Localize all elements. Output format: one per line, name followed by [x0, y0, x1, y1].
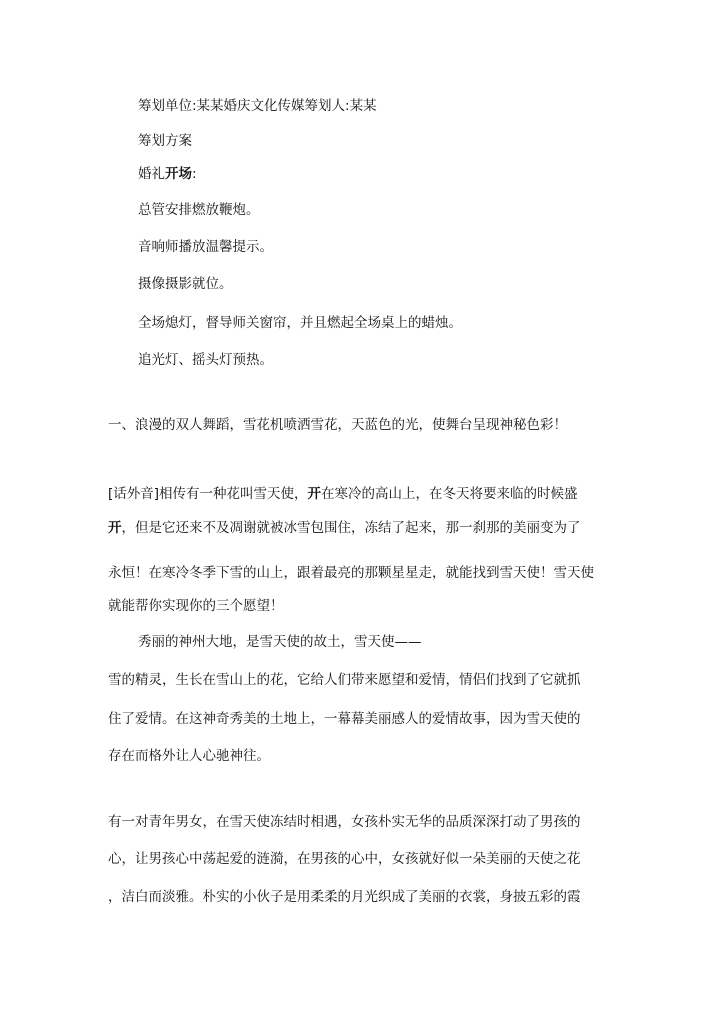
opening-suffix: :	[192, 166, 197, 182]
voiceover-bold: 开	[108, 520, 122, 536]
step-item: 全场熄灯，督导师关窗帘，并且燃起全场桌上的蜡烛。	[138, 315, 462, 331]
step-item: 摄像摄影就位。	[138, 276, 233, 292]
couple-line: ，洁白而淡雅。朴实的小伙子是用柔柔的月光织成了美丽的衣裳，身披五彩的霞	[108, 889, 581, 905]
homeland-line: 秀丽的神州大地，是雪天使的故土，雪天使——	[138, 634, 422, 650]
opening-heading	[138, 164, 197, 184]
voiceover-line: 永恒！在寒冷冬季下雪的山上，跟着最亮的那颗星星走，就能找到雪天使！雪天使	[108, 565, 594, 581]
opening-bold: 开场	[165, 166, 192, 182]
planner-line: 筹划单位:某某婚庆文化传媒筹划人:某某	[138, 98, 377, 114]
couple-line: 有一对青年男女，在雪天使冻结时相遇，女孩朴实无华的品质深深打动了男孩的	[108, 814, 581, 830]
section-one-heading: 一、浪漫的双人舞蹈，雪花机喷洒雪花，天蓝色的光，使舞台呈现神秘色彩！	[108, 417, 567, 433]
voiceover-bold: 开	[307, 486, 322, 502]
homeland-line: 住了爱情。在这神奇秀美的土地上，一幕幕美丽感人的爱情故事，因为雪天使的	[108, 711, 581, 727]
voiceover-line	[108, 484, 578, 504]
voiceover-text: [话外音]相传有一种花叫雪天使，	[108, 486, 308, 502]
voiceover-line	[108, 518, 581, 538]
couple-line: 心，让男孩心中荡起爱的涟漪，在男孩的心中，女孩就好似一朵美丽的天使之花	[108, 851, 581, 867]
plan-title: 筹划方案	[138, 133, 192, 149]
homeland-line: 雪的精灵，生长在雪山上的花，它给人们带来愿望和爱情，情侣们找到了它就抓	[108, 672, 581, 688]
step-item: 音响师播放温馨提示。	[138, 239, 273, 255]
voiceover-text: ，但是它还来不及凋谢就被冰雪包围住，冻结了起来，那一刹那的美丽变为了	[121, 520, 581, 536]
step-item: 总管安排燃放鞭炮。	[138, 202, 260, 218]
voiceover-line: 就能帮你实现你的三个愿望！	[108, 598, 284, 614]
voiceover-text: 在寒冷的高山上，在冬天将要来临的时候盛	[321, 486, 578, 502]
step-item: 追光灯、摇头灯预热。	[138, 352, 273, 368]
opening-prefix: 婚礼	[138, 166, 165, 182]
homeland-line: 存在而格外让人心驰神往。	[108, 748, 270, 764]
